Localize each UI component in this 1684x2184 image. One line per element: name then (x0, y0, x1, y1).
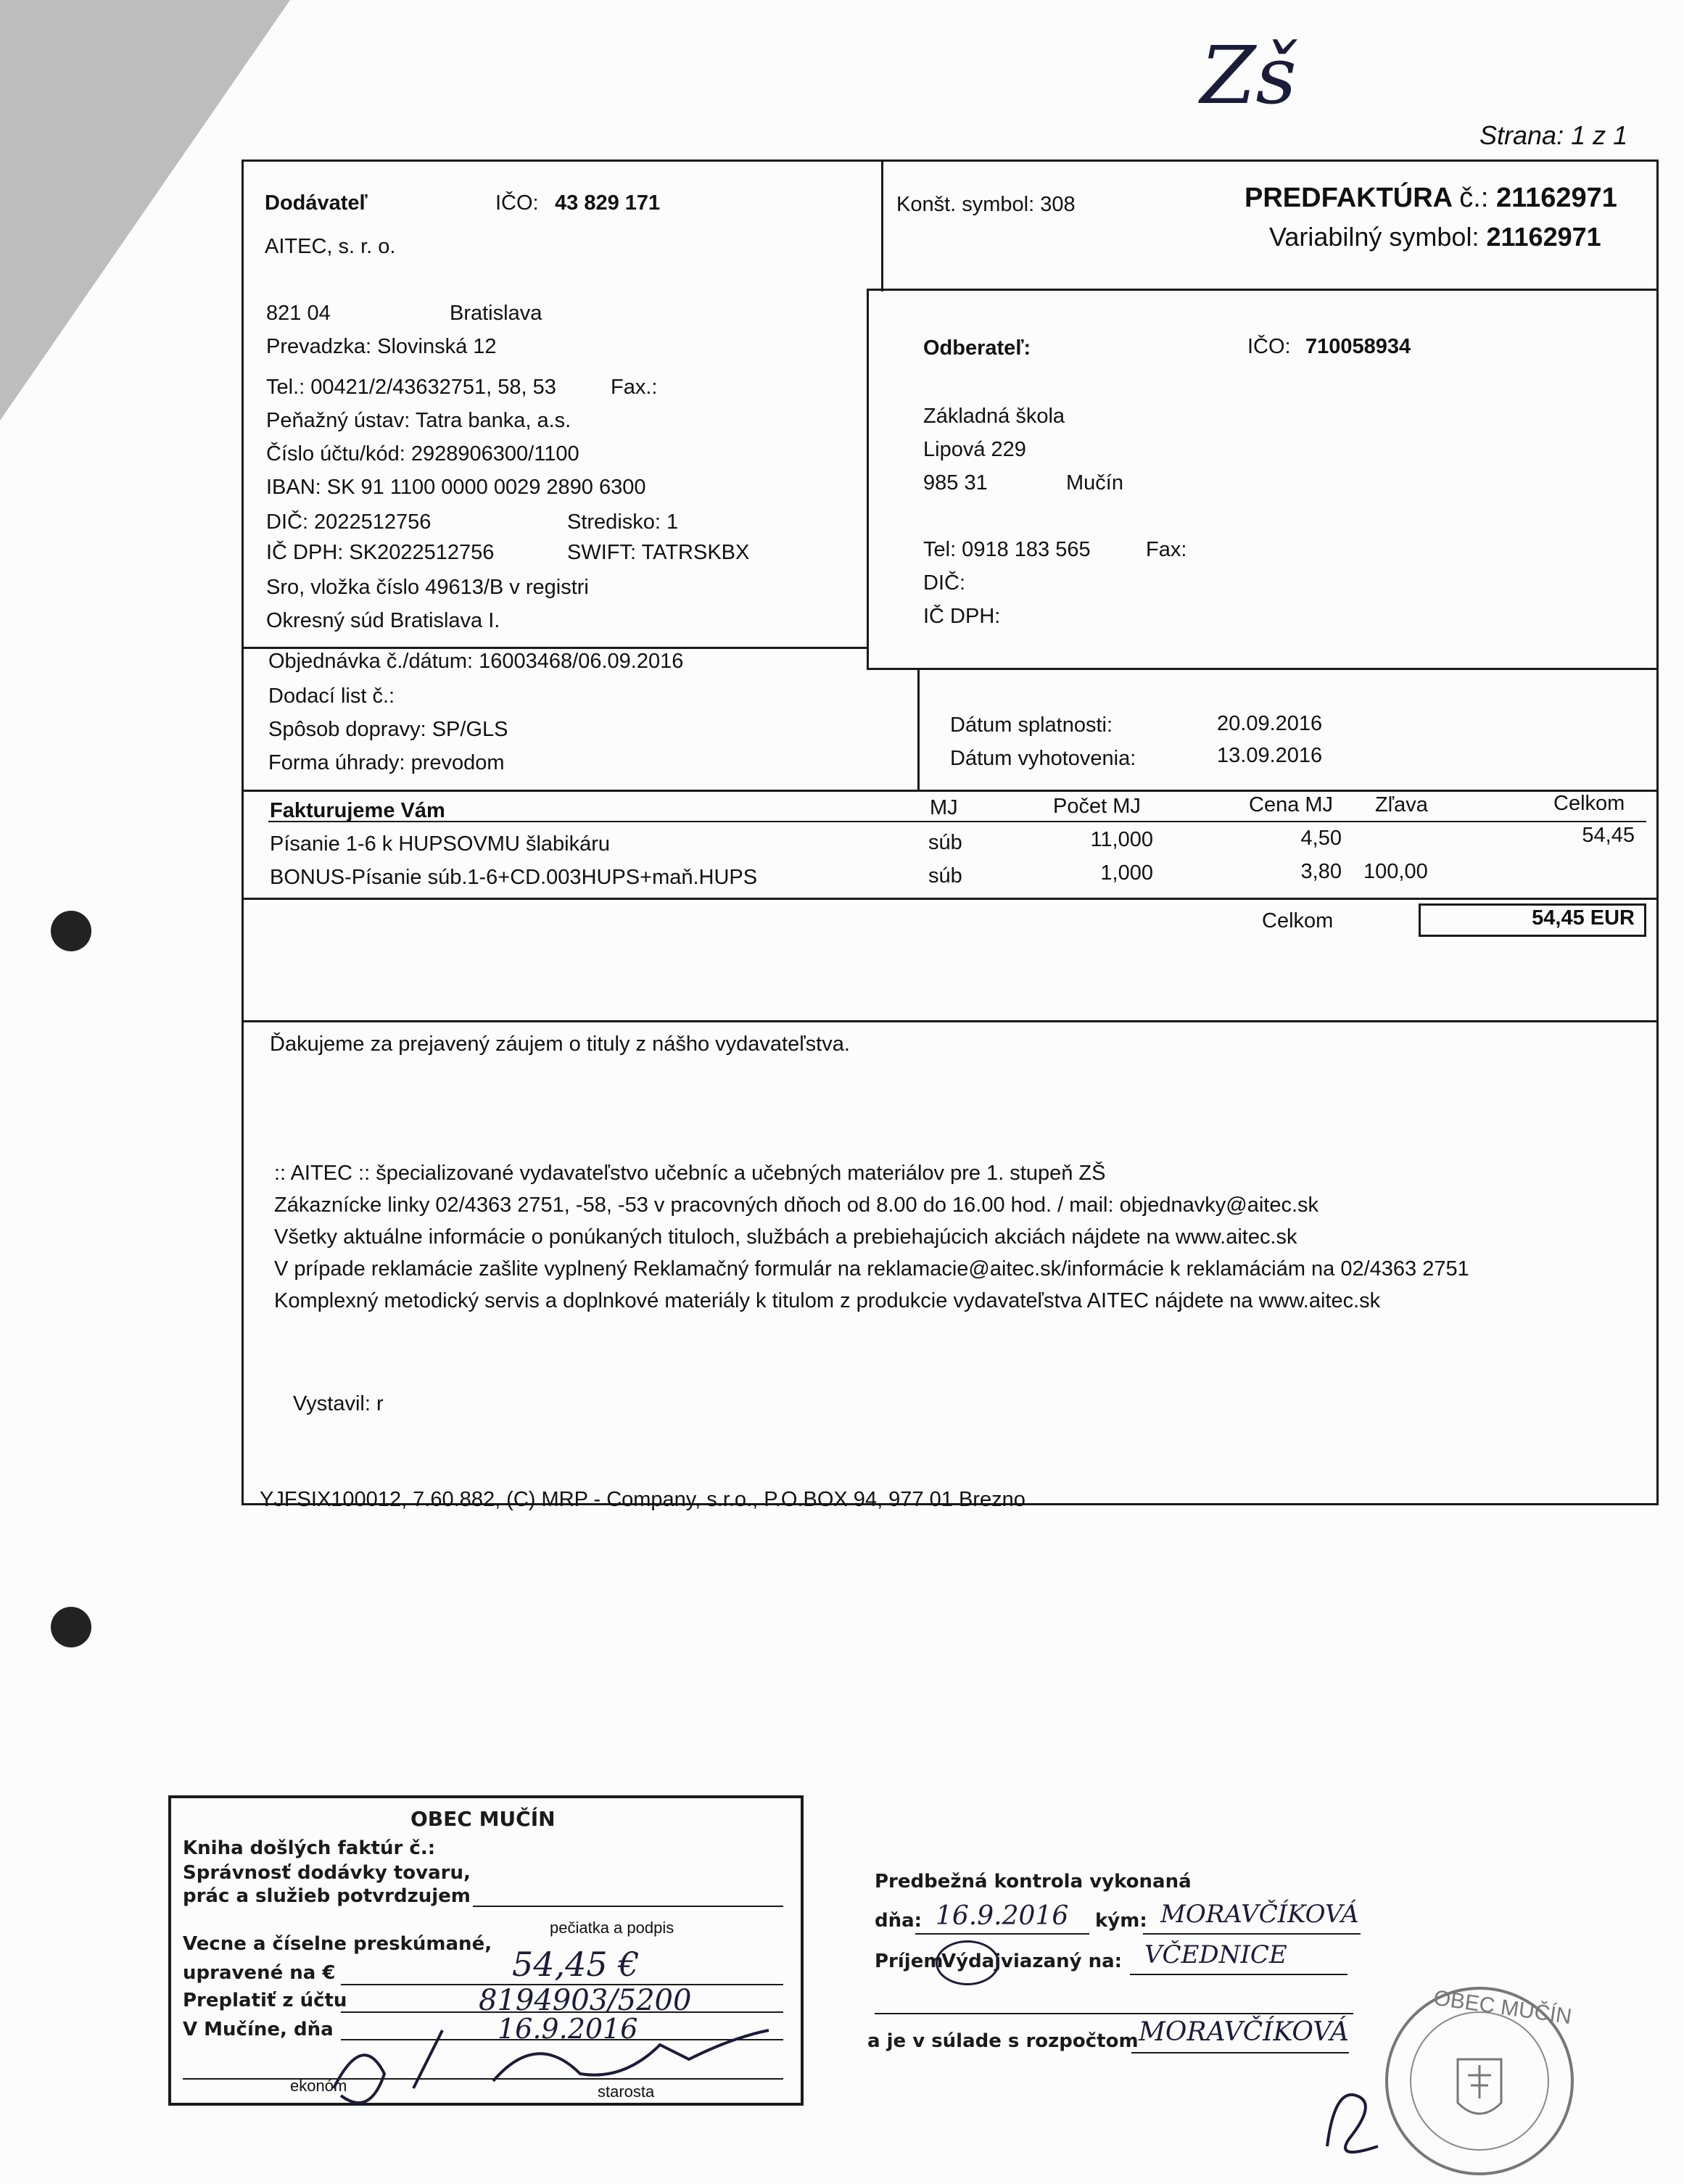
control-suladu: a je v súlade s rozpočtom (867, 2030, 1139, 2052)
order-date-divider (917, 670, 920, 790)
stamp-peciatka: pečiatka a podpis (550, 1919, 674, 1937)
items-header-cena: Cena MJ (1249, 793, 1334, 816)
supplier-heading: Dodávateľ (265, 191, 368, 215)
punch-hole-bottom (51, 1607, 91, 1647)
customer-icdph: IČ DPH: (923, 605, 1001, 628)
info-line-5: Komplexný metodický servis a doplnkové materiály k titulom z produkcie vydavateľstva AITEC nájdete na www.aitec.sk (274, 1289, 1381, 1312)
supplier-prevadzka: Prevadzka: Slovinská 12 (266, 335, 497, 358)
item-cena: 4,50 (1300, 827, 1342, 850)
stamp-kniha: Kniha došlých faktúr č.: (183, 1837, 436, 1859)
stamp-line-1 (473, 1906, 783, 1907)
customer-ico-value: 710058934 (1305, 335, 1411, 358)
page-label: Strana: 1 z 1 (1479, 120, 1628, 150)
item-cena: 3,80 (1300, 860, 1342, 883)
items-top-divider (242, 790, 1659, 792)
stamp-ekonom: ekonóm (290, 2077, 347, 2095)
supplier-order-divider (242, 647, 868, 649)
supplier-court: Okresný súd Bratislava I. (266, 609, 500, 632)
supplier-swift: SWIFT: TATRSKBX (567, 541, 750, 564)
customer-street: Lipová 229 (923, 438, 1026, 461)
stamp-vmucine-value: 16.9.2016 (498, 2013, 638, 2045)
supplier-stredisko: Stredisko: 1 (567, 510, 679, 534)
control-dna-value: 16.9.2016 (936, 1901, 1069, 1931)
document-title (1245, 183, 1617, 214)
customer-ico-label: IČO: (1247, 335, 1291, 358)
document-number: 21162971 (1495, 183, 1617, 213)
control-kym: kým: (1095, 1910, 1147, 1932)
items-header-zlava: Zľava (1375, 793, 1428, 816)
stamp-vmucine: V Mučíne, dňa (183, 2019, 334, 2040)
control-viazany-value: VČEDNICE (1144, 1940, 1287, 1969)
variable-symbol-value: 21162971 (1486, 222, 1601, 252)
stamp-signatures (297, 1987, 805, 2117)
stamp-vecne: Vecne a číselne preskúmané, (183, 1933, 492, 1955)
items-bottom-divider (242, 898, 1659, 900)
punch-hole-top (51, 911, 91, 951)
item-pocet: 1,000 (1100, 861, 1153, 885)
supplier-city: Bratislava (450, 302, 542, 325)
issue-date-value: 13.09.2016 (1217, 744, 1323, 767)
customer-tel: Tel: 0918 183 565 (923, 538, 1091, 561)
items-header-celkom: Celkom (1553, 792, 1625, 815)
konst-symbol: Konšt. symbol: 308 (896, 193, 1076, 216)
customer-city: Mučín (1066, 471, 1123, 495)
customer-heading: Odberateľ: (923, 336, 1031, 360)
supplier-fax: Fax.: (611, 376, 658, 399)
stamp-starosta: starosta (598, 2082, 655, 2101)
control-line-blank (875, 2013, 1353, 2014)
control-vydaj: Výdaj (941, 1951, 1002, 1972)
supplier-ico-value: 43 829 171 (555, 191, 661, 215)
item-celkom: 54,45 (1582, 824, 1635, 847)
customer-dic: DIČ: (923, 571, 965, 595)
stamp-spravnost-1: Správnosť dodávky tovaru, (183, 1862, 471, 1884)
item-pocet: 11,000 (1090, 828, 1153, 851)
total-value: 54,45 EUR (1532, 906, 1635, 930)
round-seal-text: OBEC MUČÍN (1432, 1985, 1574, 2030)
supplier-bank: Peňažný ústav: Tatra banka, a.s. (266, 409, 571, 432)
customer-name: Základná škola (923, 405, 1065, 428)
item-mj: súb (928, 864, 962, 888)
control-kym-value: MORAVČÍKOVÁ (1160, 1900, 1359, 1929)
footer-text: YJFSIX100012, 7.60.882, (C) MRP - Company, s.r.o., P.O.BOX 94, 977 01 Brezno (260, 1488, 1025, 1511)
order-uhrada: Forma úhrady: prevodom (268, 751, 505, 774)
customer-zip: 985 31 (923, 471, 988, 495)
supplier-iban: IBAN: SK 91 1100 0000 0029 2890 6300 (266, 476, 646, 499)
header-divider-vertical (881, 160, 883, 291)
control-viazany-line (1130, 1974, 1347, 1975)
document-title-text: PREDFAKTÚRA (1245, 183, 1452, 213)
supplier-ico-label: IČO: (495, 191, 539, 215)
supplier-name: AITEC, s. r. o. (265, 235, 396, 258)
info-line-3: Všetky aktuálne informácie o ponúkaných tituloch, službách a prebiehajúcich akciách nájdete na www.aitec.sk (274, 1225, 1297, 1249)
item-mj: súb (928, 831, 962, 854)
items-header-underline (268, 821, 1646, 822)
due-date-value: 20.09.2016 (1217, 712, 1323, 735)
control-suladu-value: MORAVČÍKOVÁ (1139, 2017, 1349, 2047)
stamp-title: OBEC MUČÍN (410, 1807, 556, 1831)
item-zlava: 100,00 (1363, 860, 1428, 883)
stamp-upravene: upravené na € (183, 1962, 336, 1984)
thanks-text: Ďakujeme za prejavený záujem o tituly z nášho vydavateľstva. (270, 1033, 850, 1056)
control-dna-line (915, 1933, 1089, 1935)
items-header-pocet: Počet MJ (1053, 795, 1141, 818)
issue-date-label: Dátum vyhotovenia: (950, 747, 1136, 770)
stamp-upravene-value: 54,45 € (512, 1945, 640, 1984)
due-date-label: Dátum splatnosti: (950, 713, 1113, 737)
control-title: Predbežná kontrola vykonaná (875, 1871, 1192, 1893)
supplier-account: Číslo účtu/kód: 2928906300/1100 (266, 442, 579, 466)
customer-fax: Fax: (1146, 538, 1187, 561)
variable-symbol-label: Variabilný symbol: (1269, 222, 1479, 252)
order-dodaci: Dodací list č.: (268, 684, 395, 708)
vystavil: Vystavil: r (293, 1392, 384, 1415)
info-line-4: V prípade reklamácie zašlite vyplnený Reklamačný formulár na reklamacie@aitec.sk/informácie k reklamáciám na 02/4363 2751 (274, 1257, 1469, 1281)
order-objednavka: Objednávka č./dátum: 16003468/06.09.2016 (268, 650, 684, 673)
variable-symbol (1269, 222, 1601, 252)
document-title-c: č.: (1459, 183, 1489, 213)
total-divider (242, 1020, 1659, 1022)
control-vydaj-circle (936, 1940, 1002, 1985)
control-suladu-line (1131, 2052, 1349, 2053)
supplier-icdph: IČ DPH: SK2022512756 (266, 541, 495, 564)
total-label: Celkom (1262, 909, 1334, 932)
stamp-preplatit: Preplatiť z účtu (183, 1990, 347, 2011)
stamp-preplatit-value: 8194903/5200 (479, 1984, 692, 2017)
stamp-spravnost-2: prác a služieb potvrdzujem (183, 1885, 471, 1907)
supplier-tel: Tel.: 00421/2/43632751, 58, 53 (266, 376, 556, 399)
items-header-desc: Fakturujeme Vám (270, 799, 445, 822)
items-header-mj: MJ (930, 796, 958, 819)
control-kym-line (1143, 1933, 1361, 1935)
supplier-zip: 821 04 (266, 302, 331, 325)
control-prijem: Príjem (875, 1951, 944, 1972)
supplier-registry: Sro, vložka číslo 49613/B v registri (266, 576, 589, 599)
handwritten-top-mark: Zš (1200, 29, 1297, 122)
item-desc: Písanie 1-6 k HUPSOVMU šlabikáru (270, 832, 610, 856)
order-doprava: Spôsob dopravy: SP/GLS (268, 718, 508, 741)
control-dna: dňa: (875, 1910, 923, 1932)
control-viazany: viazaný na: (1001, 1951, 1123, 1972)
supplier-dic: DIČ: 2022512756 (266, 510, 432, 534)
item-desc: BONUS-Písanie súb.1-6+CD.003HUPS+maň.HUPS (270, 866, 758, 889)
info-line-2: Zákaznícke linky 02/4363 2751, -58, -53 v pracovných dňoch od 8.00 do 16.00 hod. / mail: objednavky@aitec.sk (274, 1194, 1319, 1217)
info-line-1: :: AITEC :: špecializované vydavateľstvo učebníc a učebných materiálov pre 1. stupeň ZŠ (274, 1162, 1106, 1185)
